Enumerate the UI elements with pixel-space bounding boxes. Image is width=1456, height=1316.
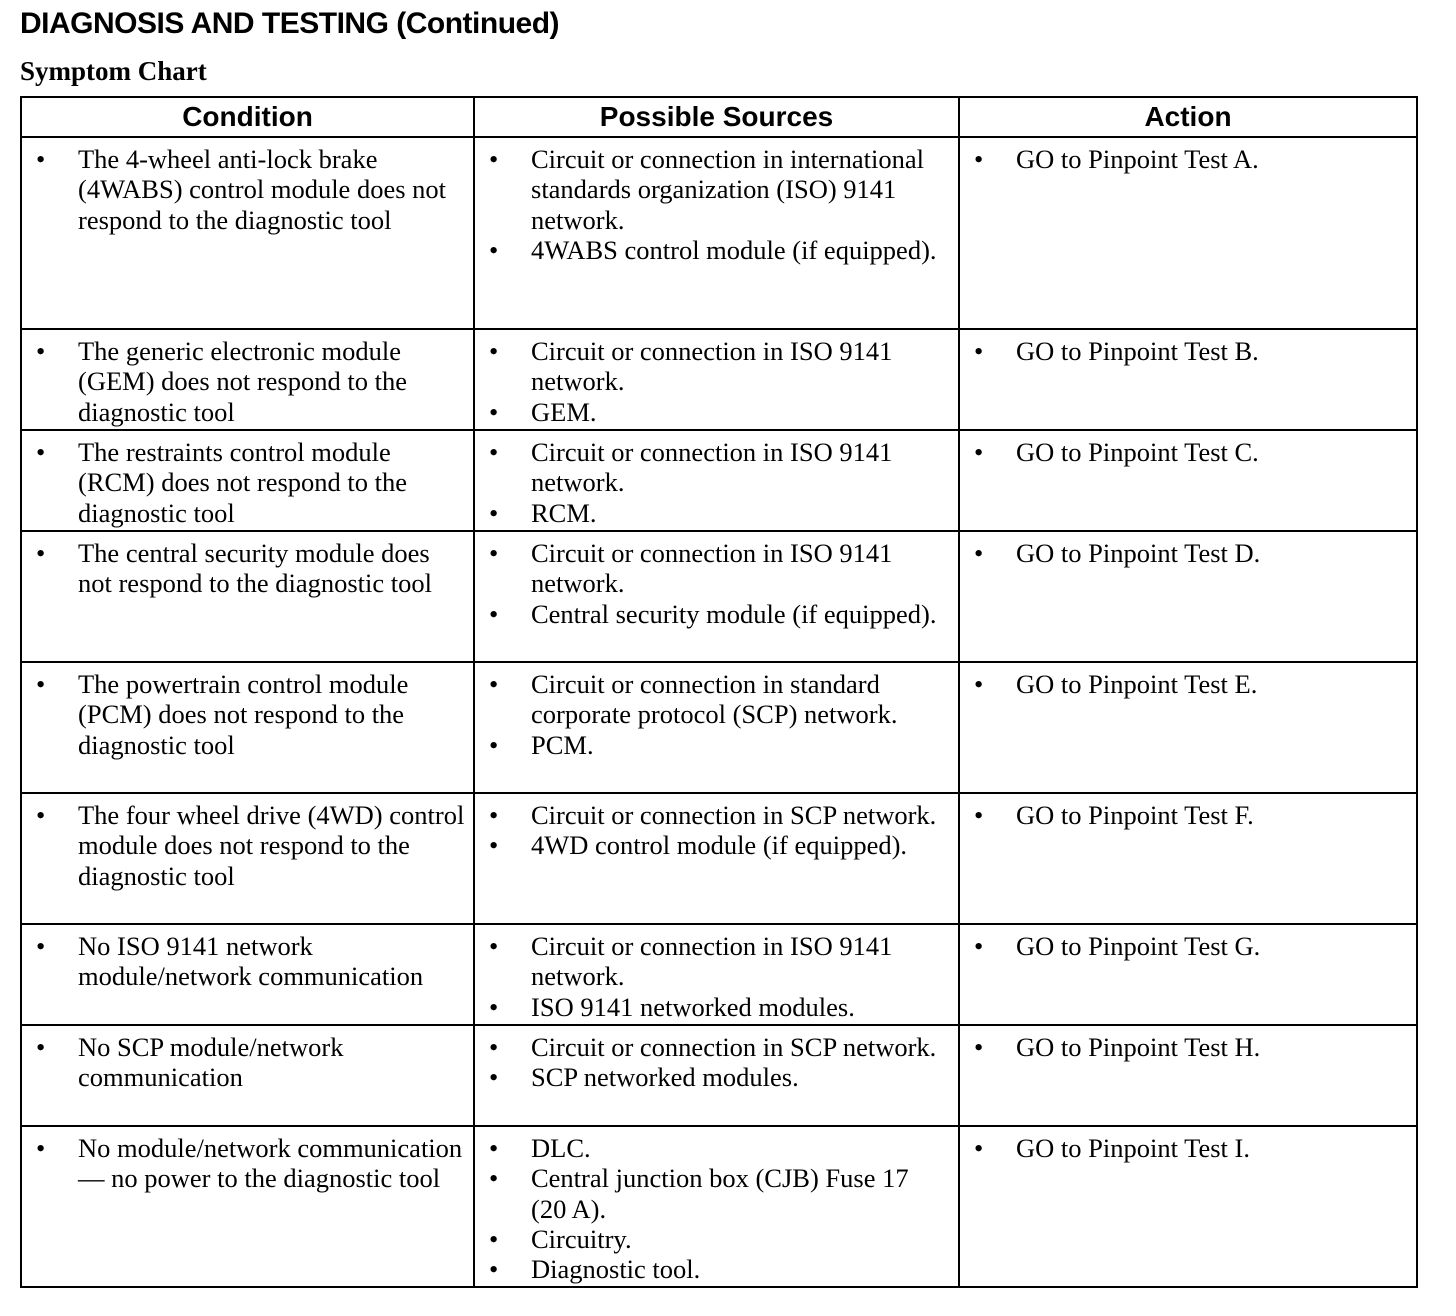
source-item: • ISO 9141 networked modules. bbox=[485, 992, 950, 1022]
table-row bbox=[21, 1126, 1417, 1287]
source-item: • RCM. bbox=[485, 498, 950, 528]
condition-text: • The central security module does not respond to the diagnostic tool bbox=[32, 538, 465, 599]
condition-text: • No SCP module/network communication bbox=[32, 1032, 465, 1093]
source-item: • Central security module (if equipped). bbox=[485, 599, 950, 629]
page-heading: DIAGNOSIS AND TESTING (Continued) bbox=[20, 7, 560, 40]
source-item: • Circuit or connection in international standards organization (ISO) 9141 network. bbox=[485, 144, 950, 235]
action-cell bbox=[959, 662, 1417, 793]
table-row bbox=[21, 662, 1417, 793]
condition-text: • No module/network communication — no power to the diagnostic tool bbox=[32, 1133, 465, 1194]
action-cell bbox=[959, 924, 1417, 1025]
condition-cell bbox=[21, 329, 474, 430]
source-item: • 4WD control module (if equipped). bbox=[485, 830, 950, 860]
action-text: • GO to Pinpoint Test F. bbox=[970, 800, 1408, 830]
sources-cell bbox=[474, 924, 959, 1025]
action-cell bbox=[959, 329, 1417, 430]
condition-text: • The powertrain control module (PCM) does not respond to the diagnostic tool bbox=[32, 669, 465, 760]
header-condition: Condition bbox=[21, 97, 474, 137]
sources-cell bbox=[474, 793, 959, 924]
source-item: • PCM. bbox=[485, 730, 950, 760]
sources-cell bbox=[474, 1126, 959, 1287]
source-item: • Central junction box (CJB) Fuse 17 (20 A). bbox=[485, 1163, 950, 1224]
section-title: Symptom Chart bbox=[20, 56, 207, 86]
source-item: • SCP networked modules. bbox=[485, 1062, 950, 1092]
source-item: • Circuit or connection in SCP network. bbox=[485, 800, 950, 830]
action-cell bbox=[959, 1126, 1417, 1287]
header-possible-sources: Possible Sources bbox=[474, 97, 959, 137]
action-cell bbox=[959, 430, 1417, 531]
condition-cell bbox=[21, 1126, 474, 1287]
condition-cell bbox=[21, 662, 474, 793]
table-row bbox=[21, 137, 1417, 329]
action-text: • GO to Pinpoint Test A. bbox=[970, 144, 1408, 174]
condition-cell bbox=[21, 924, 474, 1025]
header-row bbox=[21, 97, 1417, 137]
condition-cell bbox=[21, 531, 474, 662]
source-item: • Circuit or connection in ISO 9141 network. bbox=[485, 538, 950, 599]
action-text: • GO to Pinpoint Test E. bbox=[970, 669, 1408, 699]
condition-cell bbox=[21, 137, 474, 329]
condition-cell bbox=[21, 430, 474, 531]
action-text: • GO to Pinpoint Test H. bbox=[970, 1032, 1408, 1062]
source-item: • Circuit or connection in ISO 9141 network. bbox=[485, 931, 950, 992]
action-text: • GO to Pinpoint Test I. bbox=[970, 1133, 1408, 1163]
table-row bbox=[21, 531, 1417, 662]
source-item: • Circuitry. bbox=[485, 1224, 950, 1254]
source-item: • 4WABS control module (if equipped). bbox=[485, 235, 950, 265]
condition-text: • The generic electronic module (GEM) does not respond to the diagnostic tool bbox=[32, 336, 465, 427]
sources-cell bbox=[474, 137, 959, 329]
action-text: • GO to Pinpoint Test G. bbox=[970, 931, 1408, 961]
source-item: • Diagnostic tool. bbox=[485, 1254, 950, 1284]
source-item: • Circuit or connection in SCP network. bbox=[485, 1032, 950, 1062]
condition-text: • No ISO 9141 network module/network communication bbox=[32, 931, 465, 992]
sources-cell bbox=[474, 662, 959, 793]
source-item: • GEM. bbox=[485, 397, 950, 427]
source-item: • DLC. bbox=[485, 1133, 950, 1163]
source-item: • Circuit or connection in standard corporate protocol (SCP) network. bbox=[485, 669, 950, 730]
table-row bbox=[21, 430, 1417, 531]
table-row bbox=[21, 793, 1417, 924]
table-row bbox=[21, 1025, 1417, 1126]
symptom-chart-table bbox=[20, 96, 1418, 1288]
action-text: • GO to Pinpoint Test C. bbox=[970, 437, 1408, 467]
source-item: • Circuit or connection in ISO 9141 network. bbox=[485, 336, 950, 397]
source-item: • Circuit or connection in ISO 9141 network. bbox=[485, 437, 950, 498]
table-row bbox=[21, 329, 1417, 430]
condition-cell bbox=[21, 793, 474, 924]
action-text: • GO to Pinpoint Test D. bbox=[970, 538, 1408, 568]
condition-cell bbox=[21, 1025, 474, 1126]
condition-text: • The restraints control module (RCM) does not respond to the diagnostic tool bbox=[32, 437, 465, 528]
condition-text: • The 4-wheel anti-lock brake (4WABS) control module does not respond to the diagnostic tool bbox=[32, 144, 465, 235]
table-row bbox=[21, 924, 1417, 1025]
sources-cell bbox=[474, 430, 959, 531]
action-cell bbox=[959, 531, 1417, 662]
sources-cell bbox=[474, 329, 959, 430]
header-action: Action bbox=[959, 97, 1417, 137]
sources-cell bbox=[474, 1025, 959, 1126]
action-text: • GO to Pinpoint Test B. bbox=[970, 336, 1408, 366]
condition-text: • The four wheel drive (4WD) control module does not respond to the diagnostic tool bbox=[32, 800, 465, 891]
sources-cell bbox=[474, 531, 959, 662]
action-cell bbox=[959, 137, 1417, 329]
action-cell bbox=[959, 793, 1417, 924]
action-cell bbox=[959, 1025, 1417, 1126]
